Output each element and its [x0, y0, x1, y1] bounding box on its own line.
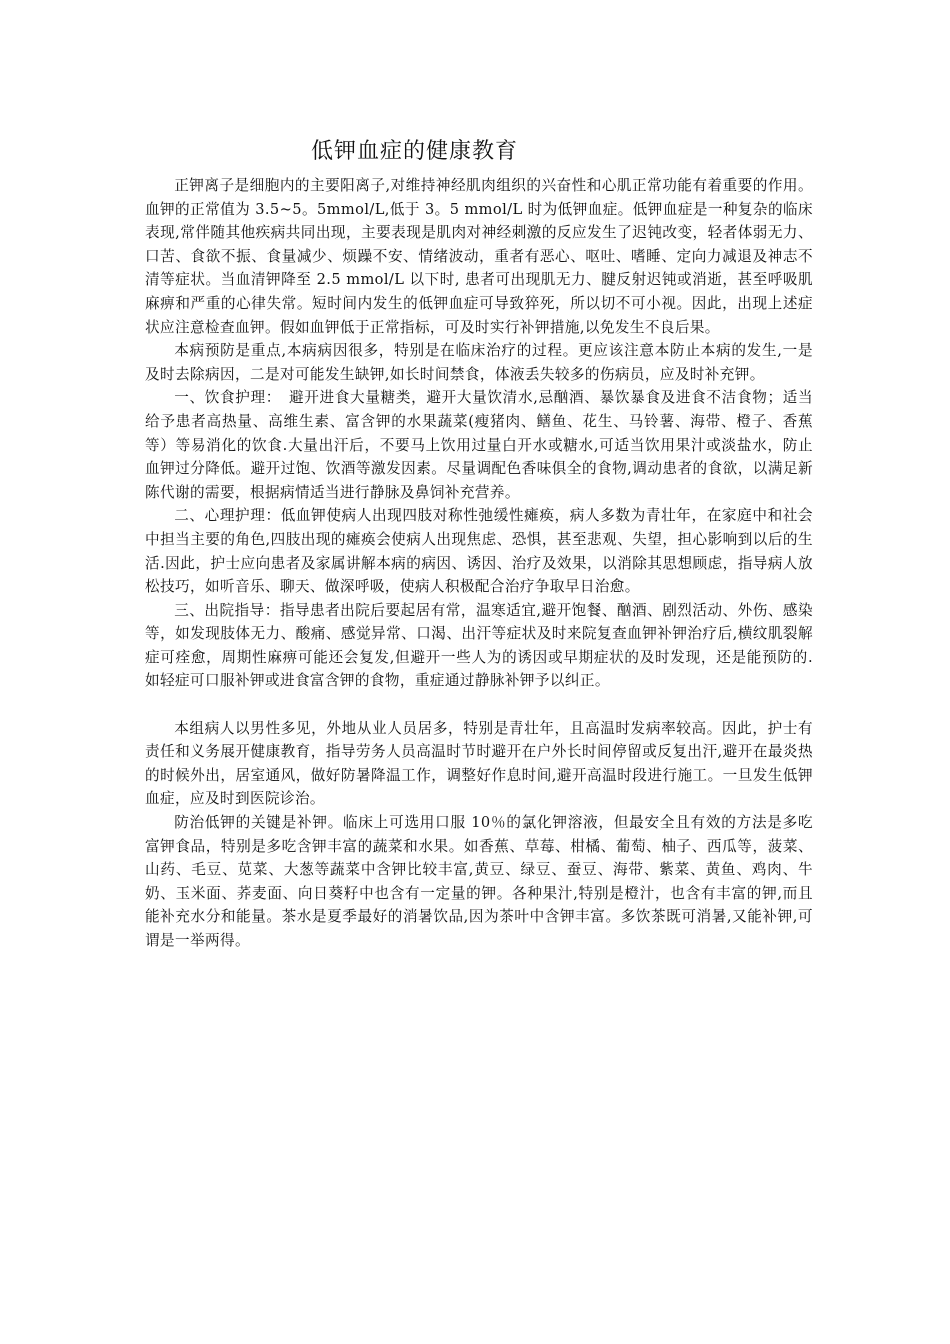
document-title: 低钾血症的健康教育 — [311, 139, 519, 164]
paragraph-prevention: 本病预防是重点,本病病因很多，特别是在临床治疗的过程。更应该注意本防止本病的发生,一是及时去除病因，二是对可能发生缺钾,如长时间禁食，体液丢失较多的伤病员，应及时补充钾。 — [145, 342, 813, 383]
paragraph-gap — [145, 693, 813, 717]
paragraph-diet-care: 一、饮食护理： 避开进食大量糖类，避开大量饮清水,忌酗酒、暴饮暴食及进食不洁食物；适当给予患者高热量、高维生素、富含钾的水果蔬菜(瘦猪肉、鳝鱼、花生、马铃薯、海带、橙子、香蕉等）等易消化的饮食.大量出汗后，不要马上饮用过量白开水或糖水,可适当饮用果汁或淡盐水，防止血钾过分降低。避开过饱、饮酒等激发因素。尽量调配色香味俱全的食物,调动患者的食欲，以满足新陈代谢的需要，根据病情适当进行静脉及鼻饲补充营养。 — [145, 389, 813, 501]
paragraph-discharge-guidance: 三、出院指导：指导患者出院后要起居有常，温寒适宜,避开饱餐、酗酒、剧烈活动、外伤、感染等，如发现肢体无力、酸痛、感觉异常、口渴、出汗等症状及时来院复查血钾补钾治疗后,横纹肌裂解症可痊愈，周期性麻痹可能还会复发,但避开一些人为的诱因或早期症状的及时发现，还是能预防的.如轻症可口服补钾或进食富含钾的食物，重症通过静脉补钾予以纠正。 — [145, 601, 813, 690]
paragraph-potassium-supplement: 防治低钾的关键是补钾。临床上可选用口服 10％的氯化钾溶液，但最安全且有效的方法是多吃富钾食品，特别是多吃含钾丰富的蔬菜和水果。如香蕉、草莓、柑橘、葡萄、柚子、西瓜等，菠菜、山药、毛豆、苋菜、大葱等蔬菜中含钾比较丰富,黄豆、绿豆、蚕豆、海带、紫菜、黄鱼、鸡肉、牛奶、玉米面、荞麦面、向日葵籽中也含有一定量的钾。各种果汁,特别是橙汁，也含有丰富的钾,而且能补充水分和能量。茶水是夏季最好的消暑饮品,因为茶叶中含钾丰富。多饮茶既可消暑,又能补钾,可谓是一举两得。 — [145, 814, 813, 949]
paragraph-psych-care: 二、心理护理：低血钾使病人出现四肢对称性弛缓性瘫痪，病人多数为青壮年，在家庭中和社会中担当主要的角色,四肢出现的瘫痪会使病人出现焦虑、恐惧，甚至悲观、失望，担心影响到以后的生活.因此，护士应向患者及家属讲解本病的病因、诱因、治疗及效果，以消除其思想顾虑，指导病人放松技巧，如听音乐、聊天、做深呼吸，使病人积极配合治疗争取早日治愈。 — [145, 507, 813, 596]
document-body — [145, 174, 813, 953]
paragraph-intro: 正钾离子是细胞内的主要阳离子,对维持神经肌肉组织的兴奋性和心肌正常功能有着重要的作用。血钾的正常值为 3.5~5。5mmol/L,低于 3。5 mmol/L 时为低钾血症。低钾血症是一种复杂的临床表现,常伴随其他疾病共同出现，主要表现是肌肉对神经刺激的反应发生了迟钝改变，轻者体弱无力、口苦、食欲不振、食量减少、烦躁不安、情绪波动，重者有恶心、呕吐、嗜睡、定向力减退及神志不清等症状。当血清钾降至 2.5 mmol/L 以下时, 患者可出现肌无力、腱反射迟钝或消逝，甚至呼吸肌麻痹和严重的心律失常。短时间内发生的低钾血症可导致猝死，所以切不可小视。因此，出现上述症状应注意检查血钾。假如血钾低于正常指标，可及时实行补钾措施,以免发生不良后果。 — [145, 177, 813, 336]
paragraph-patient-group: 本组病人以男性多见，外地从业人员居多，特别是青壮年，且高温时发病率较高。因此，护士有责任和义务展开健康教育，指导劳务人员高温时节时避开在户外长时间停留或反复出汗,避开在最炎热的时候外出，居室通风，做好防暑降温工作，调整好作息时间,避开高温时段进行施工。一旦发生低钾血症，应及时到医院诊治。 — [145, 719, 813, 808]
